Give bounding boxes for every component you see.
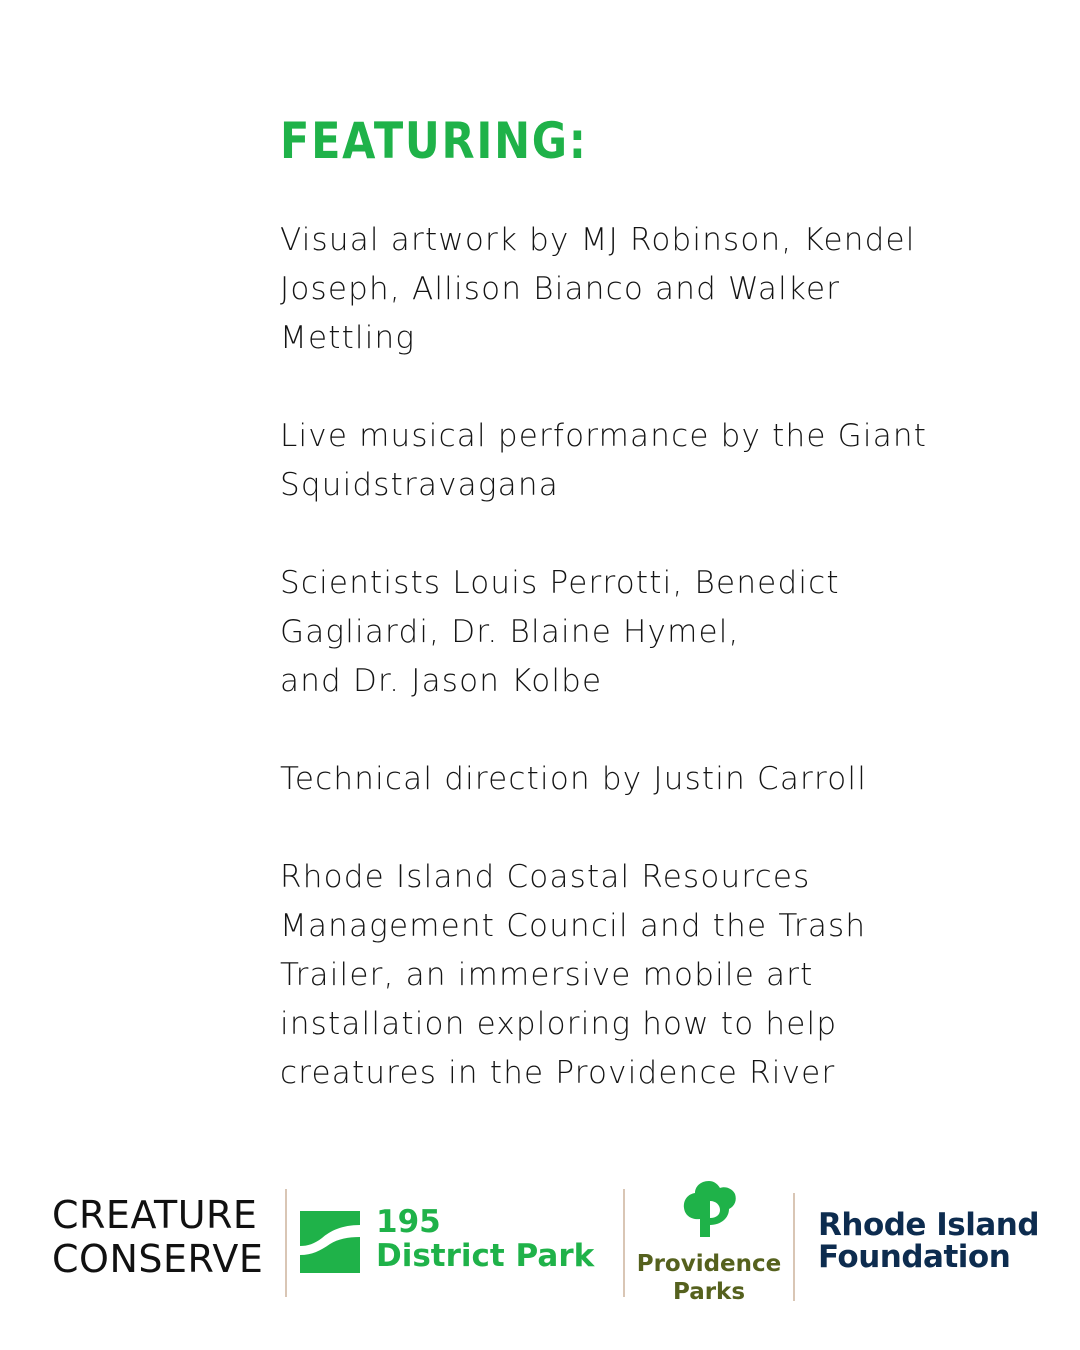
text-line: Rhode Island Coastal Resources — [280, 859, 811, 895]
text-line: Technical direction by Justin Carroll — [280, 761, 868, 797]
sponsor-logos — [0, 1175, 1080, 1315]
text-line: creatures in the Providence River — [280, 1055, 836, 1091]
logo-text: CREATURE — [52, 1193, 258, 1237]
logo-text: Parks — [672, 1279, 746, 1305]
district-park-wave-icon — [300, 1211, 360, 1273]
logo-text: Rhode Island — [818, 1207, 1040, 1243]
text-line: Squidstravagana — [280, 467, 559, 503]
text-line: Visual artwork by MJ Robinson, Kendel — [280, 222, 916, 258]
text-line: Joseph, Allison Bianco and Walker — [280, 271, 841, 307]
logo-divider — [793, 1193, 795, 1301]
text-line: Live musical performance by the Giant — [280, 418, 928, 454]
tree-icon — [680, 1179, 738, 1241]
text-line: installation exploring how to help — [280, 1006, 838, 1042]
district-park-logo — [376, 1205, 594, 1273]
logo-divider — [285, 1189, 287, 1297]
text-line: Mettling — [280, 320, 416, 356]
logo-text: District Park — [376, 1238, 595, 1274]
logo-text: Foundation — [818, 1239, 1011, 1275]
logo-text: 195 — [376, 1204, 441, 1240]
text-line: and Dr. Jason Kolbe — [280, 663, 603, 699]
featured-item-technical-direction — [280, 755, 980, 804]
featured-item-live-music — [280, 412, 980, 510]
logo-text: CONSERVE — [52, 1237, 264, 1281]
featured-item-scientists — [280, 559, 980, 706]
logo-divider — [623, 1189, 625, 1297]
text-line: Gagliardi, Dr. Blaine Hymel, — [280, 614, 740, 650]
featured-item-visual-artwork — [280, 216, 980, 363]
text-line: Scientists Louis Perrotti, Benedict — [280, 565, 840, 601]
rhode-island-foundation-logo — [818, 1209, 1039, 1273]
page-heading: FEATURING: — [280, 112, 588, 170]
featured-item-trash-trailer — [280, 853, 980, 1098]
text-line: Trailer, an immersive mobile art — [280, 957, 814, 993]
providence-parks-logo — [630, 1250, 788, 1306]
featuring-list — [280, 216, 980, 1147]
text-line: Management Council and the Trash — [280, 908, 867, 944]
creature-conserve-logo — [52, 1193, 263, 1281]
logo-text: Providence — [636, 1251, 782, 1277]
